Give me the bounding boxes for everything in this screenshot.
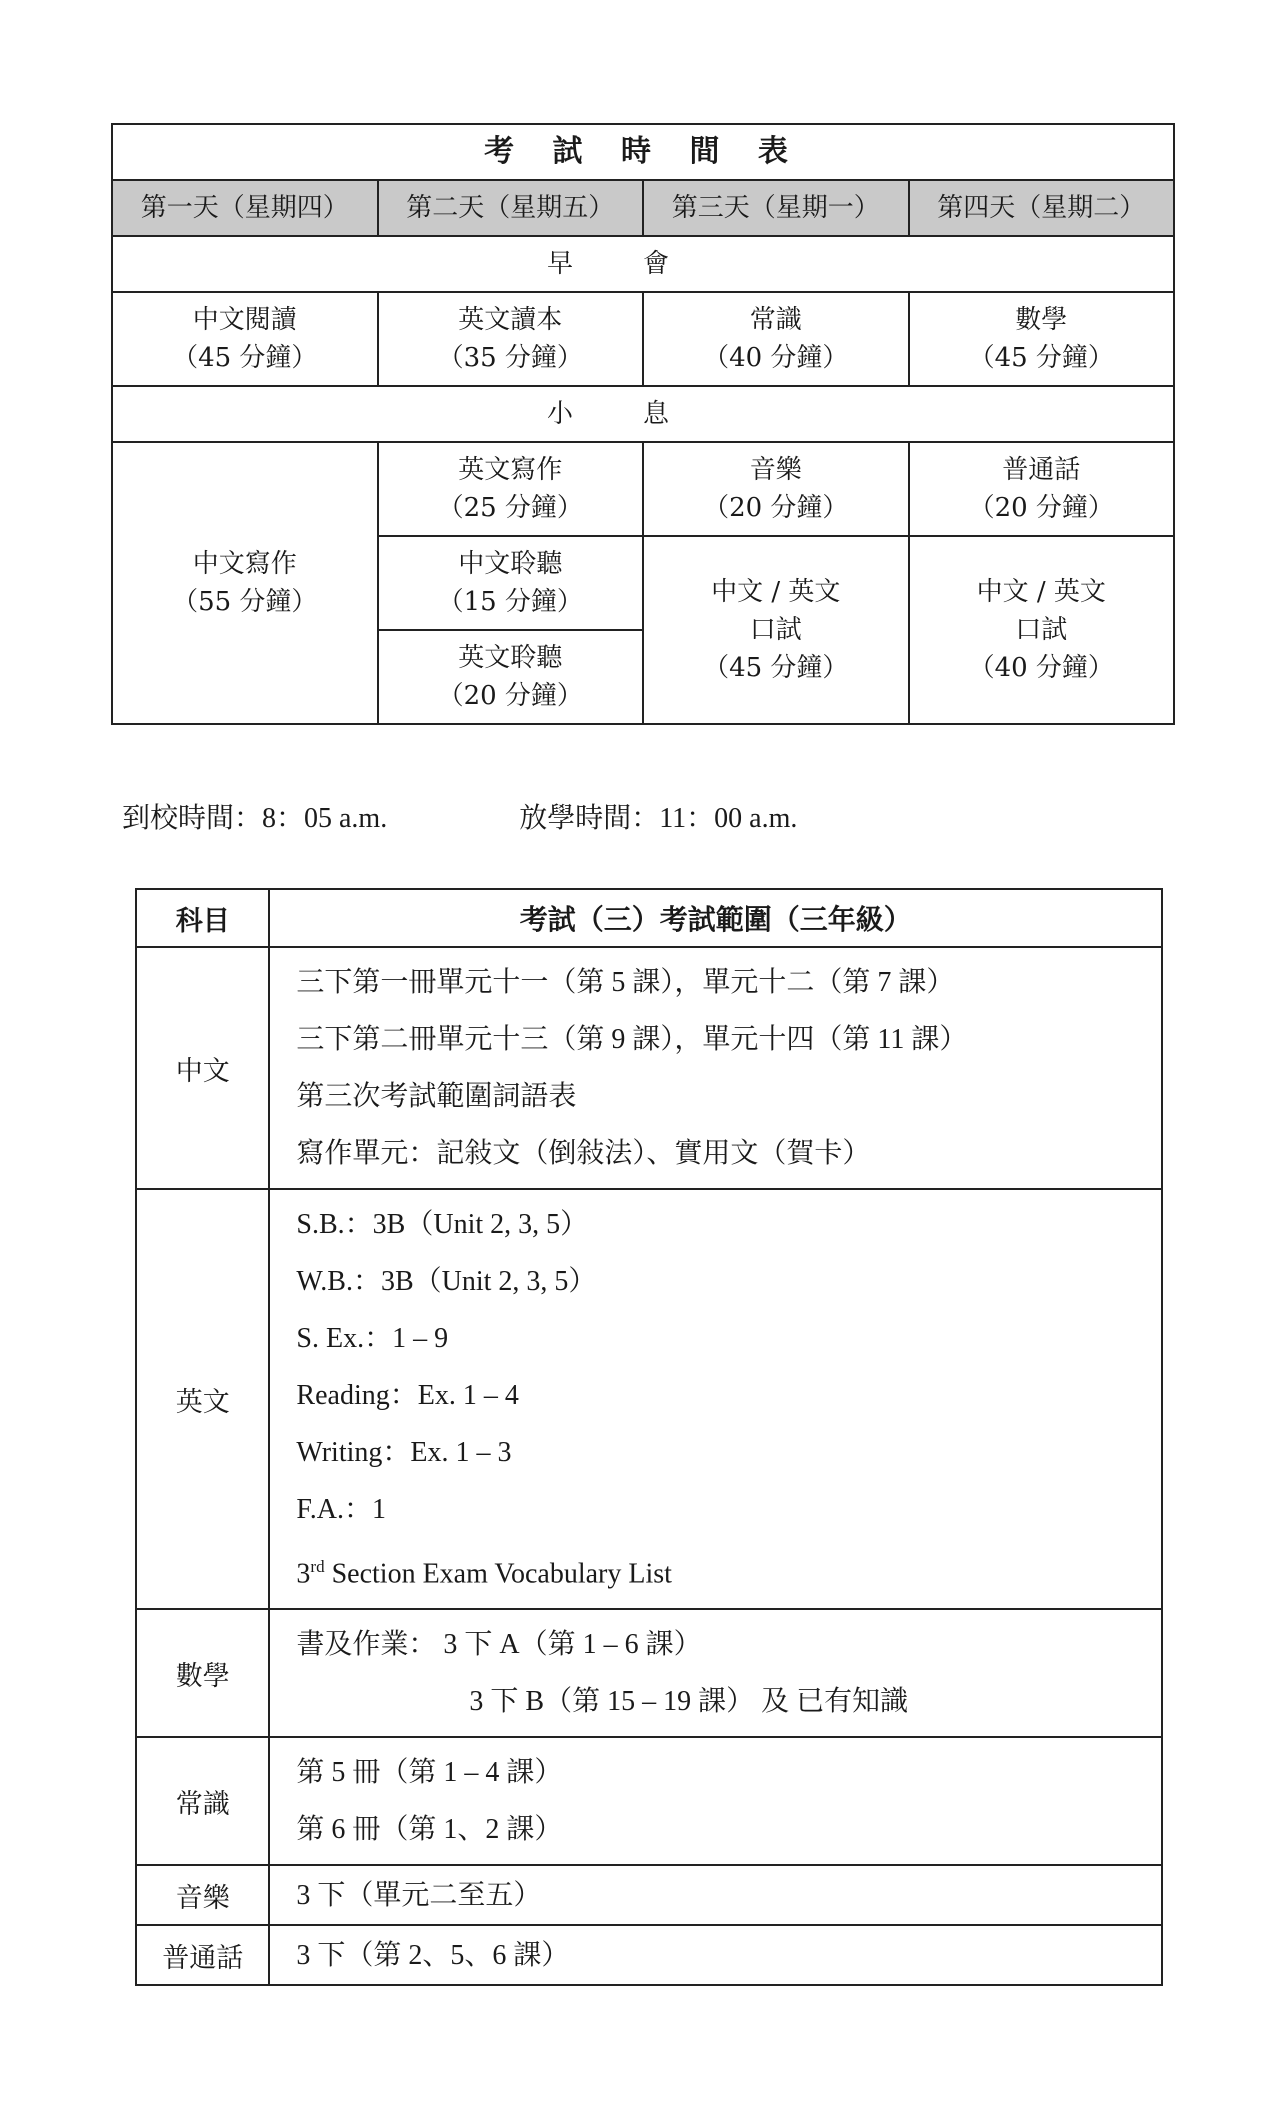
session1-day1	[112, 292, 378, 386]
duration: （35 分鐘）	[437, 343, 583, 373]
vocab-line	[296, 1538, 1161, 1602]
session2-day2-english-listening	[378, 630, 644, 724]
subject-name-2: 口試	[1015, 615, 1068, 645]
session2-day2-writing	[378, 442, 644, 536]
schedule-title: 考 試 時 間 表	[112, 124, 1174, 180]
session2-day4-oral	[909, 536, 1175, 724]
day-4-header: 第四天（星期二）	[909, 180, 1175, 236]
subject-name: 中文 / 英文	[976, 577, 1106, 607]
duration: （45 分鐘）	[703, 653, 849, 683]
music-scope	[269, 1865, 1162, 1925]
duration: （15 分鐘）	[437, 587, 583, 617]
subject-header: 科目	[136, 889, 269, 947]
exam-schedule-table	[111, 123, 1175, 725]
exam-scope-table	[135, 888, 1163, 1986]
vocab-text: Section Exam Vocabulary List	[324, 1558, 672, 1590]
subject-name: 英文寫作	[458, 455, 563, 485]
subject-name-2: 口試	[749, 615, 802, 645]
assembly-row: 早會	[112, 236, 1174, 292]
scope-line: Reading：Ex. 1 – 4	[296, 1380, 519, 1411]
scope-line: 第 5 冊（第 1 – 4 課）	[296, 1757, 563, 1789]
subject-name: 數學	[1015, 305, 1068, 335]
subject-name: 普通話	[1002, 455, 1081, 485]
scope-line: W.B.：3B（Unit 2, 3, 5）	[296, 1266, 597, 1297]
subject-name: 中文 / 英文	[711, 577, 841, 607]
subject-name: 常識	[749, 305, 802, 335]
scope-line: 三下第二冊單元十三（第 9 課），單元十四（第 11 課）	[296, 1024, 968, 1055]
scope-line: 第三次考試範圍詞語表	[296, 1081, 577, 1112]
subject-name: 中文寫作	[192, 549, 297, 579]
day-2-header: 第二天（星期五）	[378, 180, 644, 236]
math-scope	[269, 1609, 1162, 1737]
session1-day4	[909, 292, 1175, 386]
subject-putonghua: 普通話	[136, 1925, 269, 1985]
scope-title: 考試（三）考試範圍（三年級）	[269, 889, 1162, 947]
session2-day3-oral	[643, 536, 909, 724]
putonghua-scope	[269, 1925, 1162, 1985]
english-scope	[269, 1189, 1162, 1609]
scope-line: Writing：Ex. 1 – 3	[296, 1437, 512, 1468]
subject-math: 數學	[136, 1609, 269, 1737]
subject-name: 音樂	[749, 455, 802, 485]
scope-line: 書及作業： 3 下 A（第 1 – 6 課）	[296, 1629, 702, 1661]
duration: （40 分鐘）	[968, 653, 1114, 683]
duration: （25 分鐘）	[437, 493, 583, 523]
duration: （45 分鐘）	[968, 343, 1114, 373]
duration: （20 分鐘）	[437, 681, 583, 711]
subject-english: 英文	[136, 1189, 269, 1609]
duration: （45 分鐘）	[172, 343, 318, 373]
day-3-header: 第三天（星期一）	[643, 180, 909, 236]
day-1-header: 第一天（星期四）	[112, 180, 378, 236]
scope-line: 3 下（第 2、5、6 課）	[296, 1939, 570, 1971]
gs-scope	[269, 1737, 1162, 1865]
scope-line: 3 下 B（第 15 – 19 課） 及 已有知識	[469, 1686, 909, 1718]
session2-day2-chinese-listening	[378, 536, 644, 630]
subject-chinese: 中文	[136, 947, 269, 1189]
chinese-scope	[269, 947, 1162, 1189]
subject-name: 中文閱讀	[192, 305, 297, 335]
scope-line: 三下第一冊單元十一（第 5 課），單元十二（第 7 課）	[296, 967, 955, 998]
scope-line: F.A.：1	[296, 1494, 386, 1525]
school-times	[122, 796, 797, 836]
scope-line: 第 6 冊（第 1、2 課）	[296, 1814, 563, 1846]
recess-row: 小息	[112, 386, 1174, 442]
duration: （40 分鐘）	[703, 343, 849, 373]
session2-day3-music	[643, 442, 909, 536]
scope-line: S.B.：3B（Unit 2, 3, 5）	[296, 1209, 589, 1240]
duration: （20 分鐘）	[968, 493, 1114, 523]
arrival-time: 到校時間：8：05 a.m.	[122, 803, 388, 834]
vocab-number: 3	[296, 1558, 311, 1590]
session1-day2	[378, 292, 644, 386]
subject-general-studies: 常識	[136, 1737, 269, 1865]
subject-name: 中文聆聽	[458, 549, 563, 579]
duration: （55 分鐘）	[172, 587, 318, 617]
duration: （20 分鐘）	[703, 493, 849, 523]
session2-day1	[112, 442, 378, 724]
scope-line: 寫作單元：記敍文（倒敍法）、實用文（賀卡）	[296, 1138, 871, 1169]
vocab-ordinal: rd	[310, 1557, 325, 1576]
subject-name: 英文聆聽	[458, 643, 563, 673]
scope-line: S. Ex.：1 – 9	[296, 1323, 449, 1354]
subject-music: 音樂	[136, 1865, 269, 1925]
session1-day3	[643, 292, 909, 386]
subject-name: 英文讀本	[458, 305, 563, 335]
scope-line: 3 下（單元二至五）	[296, 1879, 542, 1911]
session2-day4-putonghua	[909, 442, 1175, 536]
dismissal-time: 放學時間：11：00 a.m.	[519, 803, 798, 834]
